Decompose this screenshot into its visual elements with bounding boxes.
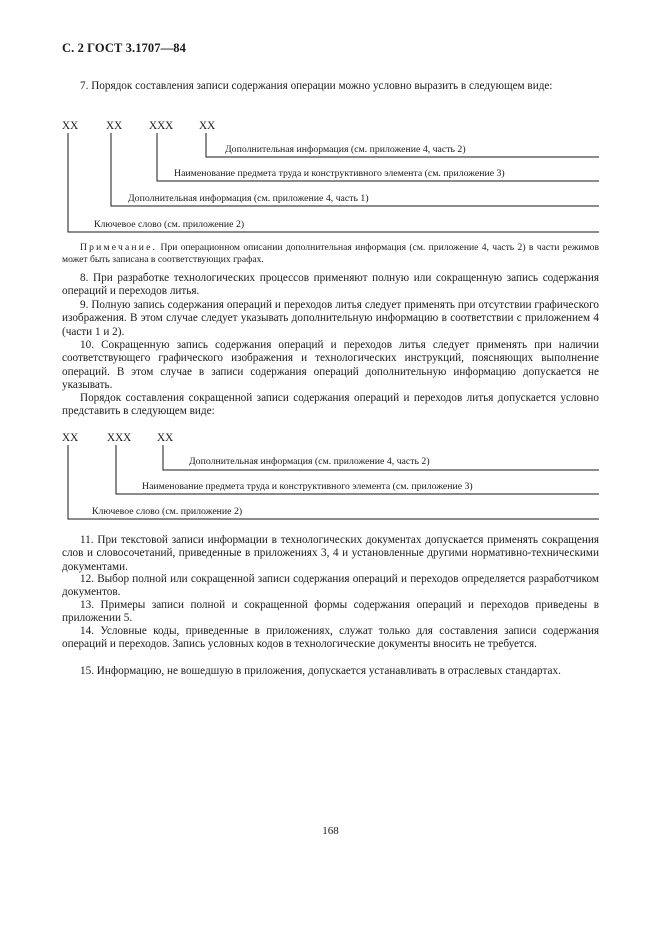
page-header: С. 2 ГОСТ 3.1707—84	[62, 41, 186, 55]
label-object-name: Наименование предмета труда и конструктивного элемента (см. приложение 3)	[174, 168, 505, 179]
label-additional-info-1: Дополнительная информация (см. приложение 4, часть 1)	[128, 193, 369, 204]
paragraph-10: 10. Сокращенную запись содержания операций и переходов литья следует применять при наличии соответствующего графического изображения и технологических инструкций, поясняющих выполнение операций. В этом случае в записи содержания операций дополнительную информацию допускается не указывать.	[62, 339, 599, 391]
note-text: При операционном описании дополнительная информация (см. приложение 4, часть 2) в части режимов может быть записана в соответствующих графах.	[62, 242, 599, 266]
label-keyword-short: Ключевое слово (см. приложение 2)	[92, 506, 243, 517]
label-additional-info-2: Дополнительная информация (см. приложение 4, часть 2)	[225, 144, 466, 155]
code-additional-info-1: XX	[106, 120, 123, 132]
code-additional-info-2: XX	[199, 120, 216, 132]
label-keyword: Ключевое слово (см. приложение 2)	[94, 219, 245, 230]
paragraph-11: 11. При текстовой записи информации в технологических документах допускается применять сокращения слов и словосочетаний, приведенные в приложениях 3, 4 и установленные другими нормативно-техническими документами.	[62, 534, 599, 573]
paragraph-7: 7. Порядок составления записи содержания операции можно условно выразить в следующем виде:	[80, 80, 553, 92]
paragraph-13: 13. Примеры записи полной и сокращенной формы содержания операций и переходов приведены в приложении 5.	[62, 599, 599, 625]
paragraph-12: 12. Выбор полной или сокращенной записи содержания операций и переходов определяется разработчиком документов.	[62, 573, 599, 599]
label-additional-info-short: Дополнительная информация (см. приложение 4, часть 2)	[189, 456, 430, 467]
page-number: 168	[322, 825, 339, 837]
label-object-name-short: Наименование предмета труда и конструктивного элемента (см. приложение 3)	[142, 481, 473, 492]
code-object-name-short: XXX	[107, 432, 132, 444]
paragraph-14: 14. Условные коды, приведенные в приложениях, служат только для составления записи содержания операций и переходов. Запись условных кодов в технологические документы вносить не требуется.	[62, 625, 599, 651]
paragraph-order: Порядок составления сокращенной записи содержания операций и переходов литья допускается условно представить в следующем виде:	[62, 392, 599, 418]
code-keyword-short: XX	[62, 432, 79, 444]
code-keyword: XX	[62, 120, 79, 132]
code-additional-info-short: XX	[157, 432, 174, 444]
paragraph-15: 15. Информацию, не вошедшую в приложения, допускается устанавливать в отраслевых стандартах.	[80, 665, 561, 677]
note-label: Примечание.	[80, 242, 158, 253]
paragraph-8: 8. При разработке технологических процессов применяют полную или сокращенную запись содержания операций и переходов литья.	[62, 272, 599, 298]
code-object-name: XXX	[149, 120, 174, 132]
paragraph-9: 9. Полную запись содержания операций и переходов литья следует применять при отсутствии графического изображения. В этом случае следует указывать дополнительную информацию в соответствии с приложением 4 (части 1 и 2).	[62, 299, 599, 338]
